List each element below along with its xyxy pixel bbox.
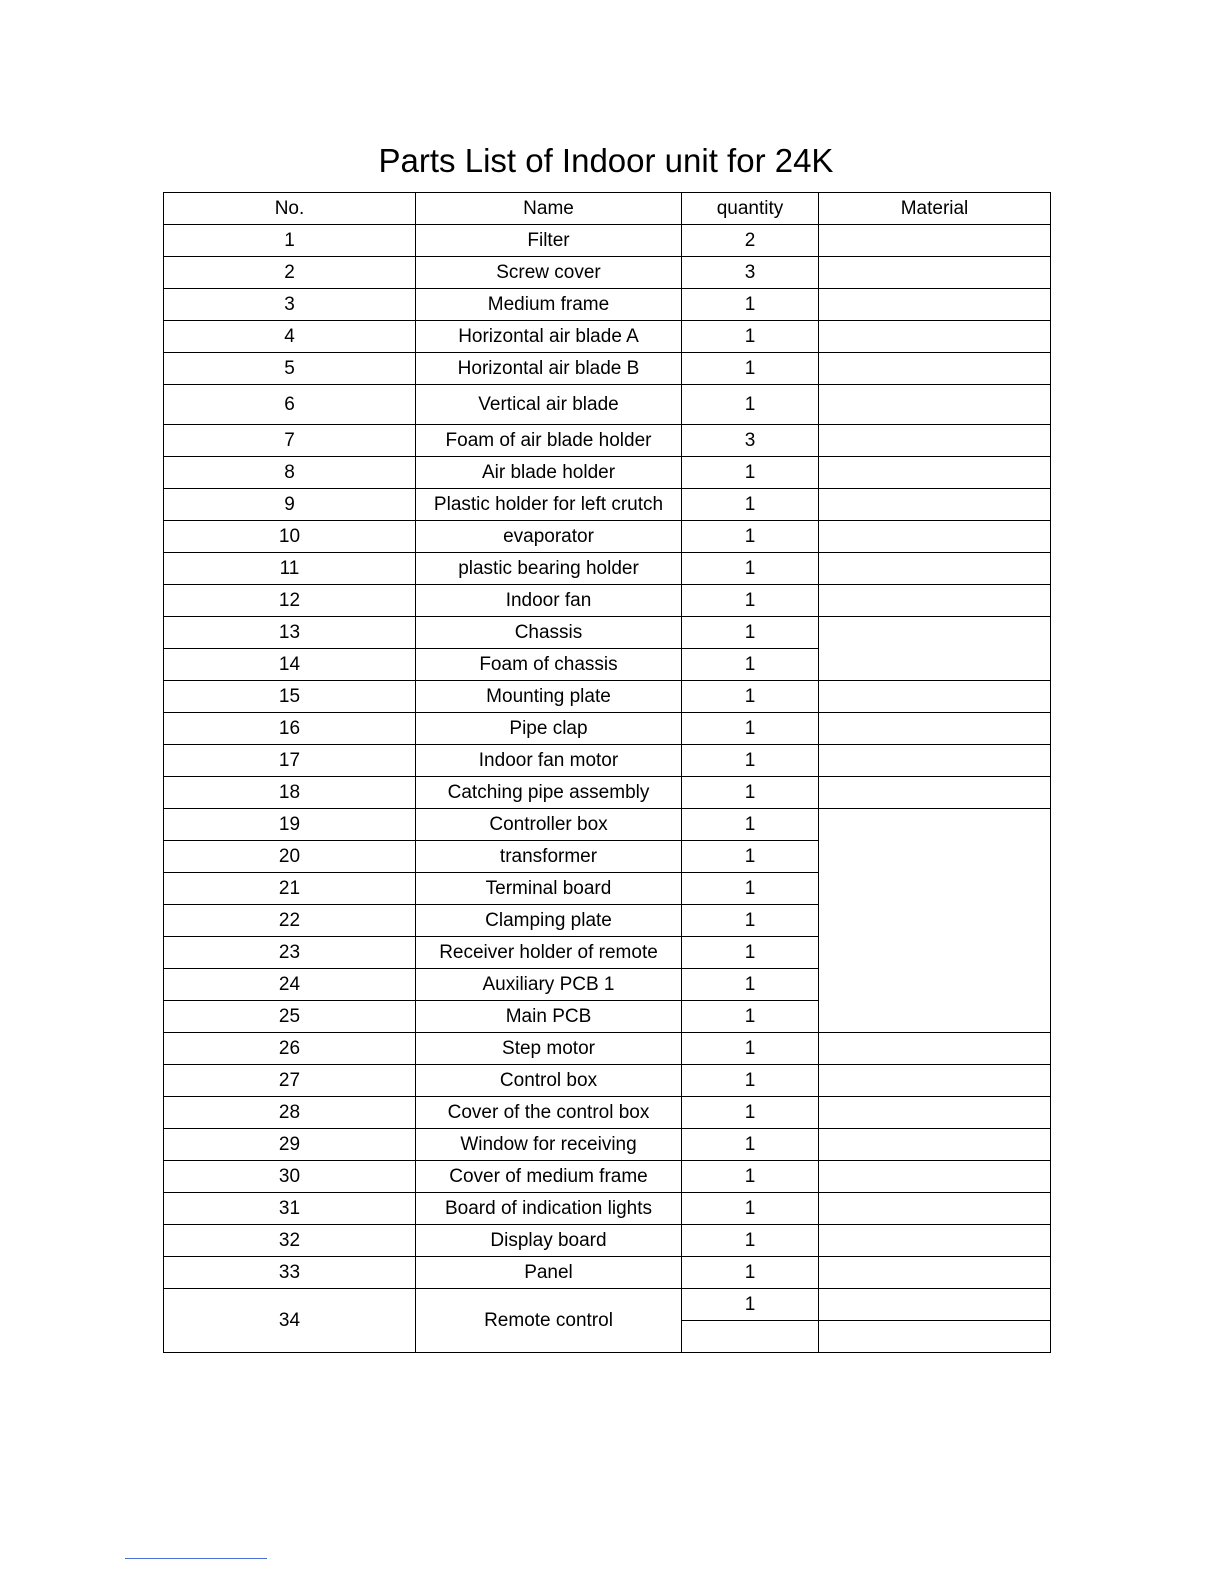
cell-name: Cover of the control box [416,1097,682,1129]
cell-quantity: 1 [682,457,819,489]
table-row [164,353,1051,385]
cell-name: plastic bearing holder [416,553,682,585]
cell-quantity: 1 [682,321,819,353]
header-quantity: quantity [682,193,819,225]
cell-quantity: 1 [682,905,819,937]
table-row [164,585,1051,617]
cell-no: 26 [164,1033,416,1065]
cell-material [819,1289,1051,1321]
cell-material [819,777,1051,809]
cell-no: 11 [164,553,416,585]
cell-quantity: 3 [682,425,819,457]
cell-name: Medium frame [416,289,682,321]
cell-quantity: 1 [682,585,819,617]
cell-material [819,225,1051,257]
cell-no: 8 [164,457,416,489]
header-no: No. [164,193,416,225]
cell-name: Remote control [416,1289,682,1353]
cell-material [819,321,1051,353]
cell-quantity: 1 [682,1129,819,1161]
cell-material [819,681,1051,713]
cell-quantity: 1 [682,553,819,585]
cell-quantity: 1 [682,841,819,873]
cell-no: 29 [164,1129,416,1161]
table-row [164,1193,1051,1225]
cell-quantity: 1 [682,1161,819,1193]
cell-name: Indoor fan [416,585,682,617]
cell-name: Chassis [416,617,682,649]
cell-material [819,1257,1051,1289]
cell-material [819,617,1051,681]
cell-no: 25 [164,1001,416,1033]
table-row [164,809,1051,841]
cell-no: 24 [164,969,416,1001]
cell-name: Catching pipe assembly [416,777,682,809]
cell-quantity: 1 [682,1289,819,1321]
cell-material [819,1225,1051,1257]
cell-name: Auxiliary PCB 1 [416,969,682,1001]
table-row [164,321,1051,353]
cell-quantity: 1 [682,937,819,969]
cell-name: Foam of air blade holder [416,425,682,457]
cell-no: 27 [164,1065,416,1097]
table-row [164,489,1051,521]
cell-name: Horizontal air blade A [416,321,682,353]
cell-quantity: 1 [682,1225,819,1257]
cell-no: 14 [164,649,416,681]
footnote-separator [125,1558,267,1559]
cell-material [819,1065,1051,1097]
cell-name: Terminal board [416,873,682,905]
cell-quantity: 1 [682,385,819,425]
cell-no: 23 [164,937,416,969]
table-row [164,289,1051,321]
cell-quantity-empty [682,1321,819,1353]
cell-name: Foam of chassis [416,649,682,681]
table-header-row [164,193,1051,225]
cell-name: Panel [416,1257,682,1289]
header-name: Name [416,193,682,225]
table-row [164,521,1051,553]
cell-material [819,425,1051,457]
cell-quantity: 1 [682,1193,819,1225]
cell-quantity: 1 [682,617,819,649]
cell-name: Plastic holder for left crutch [416,489,682,521]
cell-material [819,257,1051,289]
table-row [164,617,1051,649]
cell-no: 6 [164,385,416,425]
cell-name: Step motor [416,1033,682,1065]
cell-name: Horizontal air blade B [416,353,682,385]
cell-name: Mounting plate [416,681,682,713]
cell-no: 22 [164,905,416,937]
cell-quantity: 1 [682,1001,819,1033]
table-row [164,1033,1051,1065]
cell-quantity: 1 [682,1033,819,1065]
cell-name: Board of indication lights [416,1193,682,1225]
table-row [164,553,1051,585]
cell-name: Main PCB [416,1001,682,1033]
cell-material [819,1193,1051,1225]
cell-name: Screw cover [416,257,682,289]
table-row [164,777,1051,809]
cell-no: 7 [164,425,416,457]
table-row [164,681,1051,713]
table-row [164,1289,1051,1321]
cell-name: Display board [416,1225,682,1257]
cell-no: 3 [164,289,416,321]
cell-material [819,289,1051,321]
cell-no: 32 [164,1225,416,1257]
cell-quantity: 1 [682,873,819,905]
cell-material [819,713,1051,745]
cell-no: 5 [164,353,416,385]
cell-quantity: 1 [682,521,819,553]
cell-name: Indoor fan motor [416,745,682,777]
cell-no: 2 [164,257,416,289]
cell-material [819,521,1051,553]
cell-no: 16 [164,713,416,745]
cell-quantity: 1 [682,1257,819,1289]
cell-quantity: 1 [682,489,819,521]
cell-no: 33 [164,1257,416,1289]
cell-material [819,585,1051,617]
cell-no: 1 [164,225,416,257]
cell-name: Controller box [416,809,682,841]
cell-name: Pipe clap [416,713,682,745]
cell-name: Window for receiving [416,1129,682,1161]
cell-no: 17 [164,745,416,777]
cell-quantity: 2 [682,225,819,257]
table-row [164,745,1051,777]
cell-quantity: 3 [682,257,819,289]
cell-no: 10 [164,521,416,553]
table-row [164,1097,1051,1129]
cell-name: Filter [416,225,682,257]
cell-quantity: 1 [682,353,819,385]
cell-no: 31 [164,1193,416,1225]
table-row [164,713,1051,745]
cell-no: 13 [164,617,416,649]
table-row [164,1225,1051,1257]
cell-quantity: 1 [682,1065,819,1097]
cell-quantity: 1 [682,1097,819,1129]
cell-no: 4 [164,321,416,353]
cell-name: Control box [416,1065,682,1097]
cell-material [819,457,1051,489]
cell-name: transformer [416,841,682,873]
cell-material [819,1129,1051,1161]
table-row [164,425,1051,457]
cell-no: 9 [164,489,416,521]
table-row [164,457,1051,489]
cell-material [819,1097,1051,1129]
cell-material [819,1161,1051,1193]
cell-quantity: 1 [682,809,819,841]
cell-material [819,1033,1051,1065]
page-title: Parts List of Indoor unit for 24K [378,142,834,179]
cell-material [819,1321,1051,1353]
cell-no: 19 [164,809,416,841]
table-row [164,1129,1051,1161]
cell-material [819,809,1051,1033]
cell-name: Cover of medium frame [416,1161,682,1193]
cell-no: 18 [164,777,416,809]
table-row [164,225,1051,257]
cell-material [819,745,1051,777]
cell-no: 28 [164,1097,416,1129]
cell-quantity: 1 [682,649,819,681]
table-row [164,385,1051,425]
cell-quantity: 1 [682,681,819,713]
cell-quantity: 1 [682,745,819,777]
cell-no: 30 [164,1161,416,1193]
cell-material [819,385,1051,425]
cell-no: 34 [164,1289,416,1353]
cell-quantity: 1 [682,713,819,745]
table-row [164,1065,1051,1097]
parts-table [163,192,1051,1353]
cell-name: evaporator [416,521,682,553]
cell-name: Vertical air blade [416,385,682,425]
cell-material [819,353,1051,385]
table-row [164,257,1051,289]
cell-quantity: 1 [682,969,819,1001]
cell-quantity: 1 [682,777,819,809]
table-row [164,1161,1051,1193]
cell-no: 20 [164,841,416,873]
cell-name: Receiver holder of remote [416,937,682,969]
header-material: Material [819,193,1051,225]
cell-quantity: 1 [682,289,819,321]
cell-no: 15 [164,681,416,713]
cell-material [819,553,1051,585]
cell-name: Clamping plate [416,905,682,937]
cell-no: 21 [164,873,416,905]
table-row [164,1257,1051,1289]
cell-no: 12 [164,585,416,617]
cell-material [819,489,1051,521]
cell-name: Air blade holder [416,457,682,489]
